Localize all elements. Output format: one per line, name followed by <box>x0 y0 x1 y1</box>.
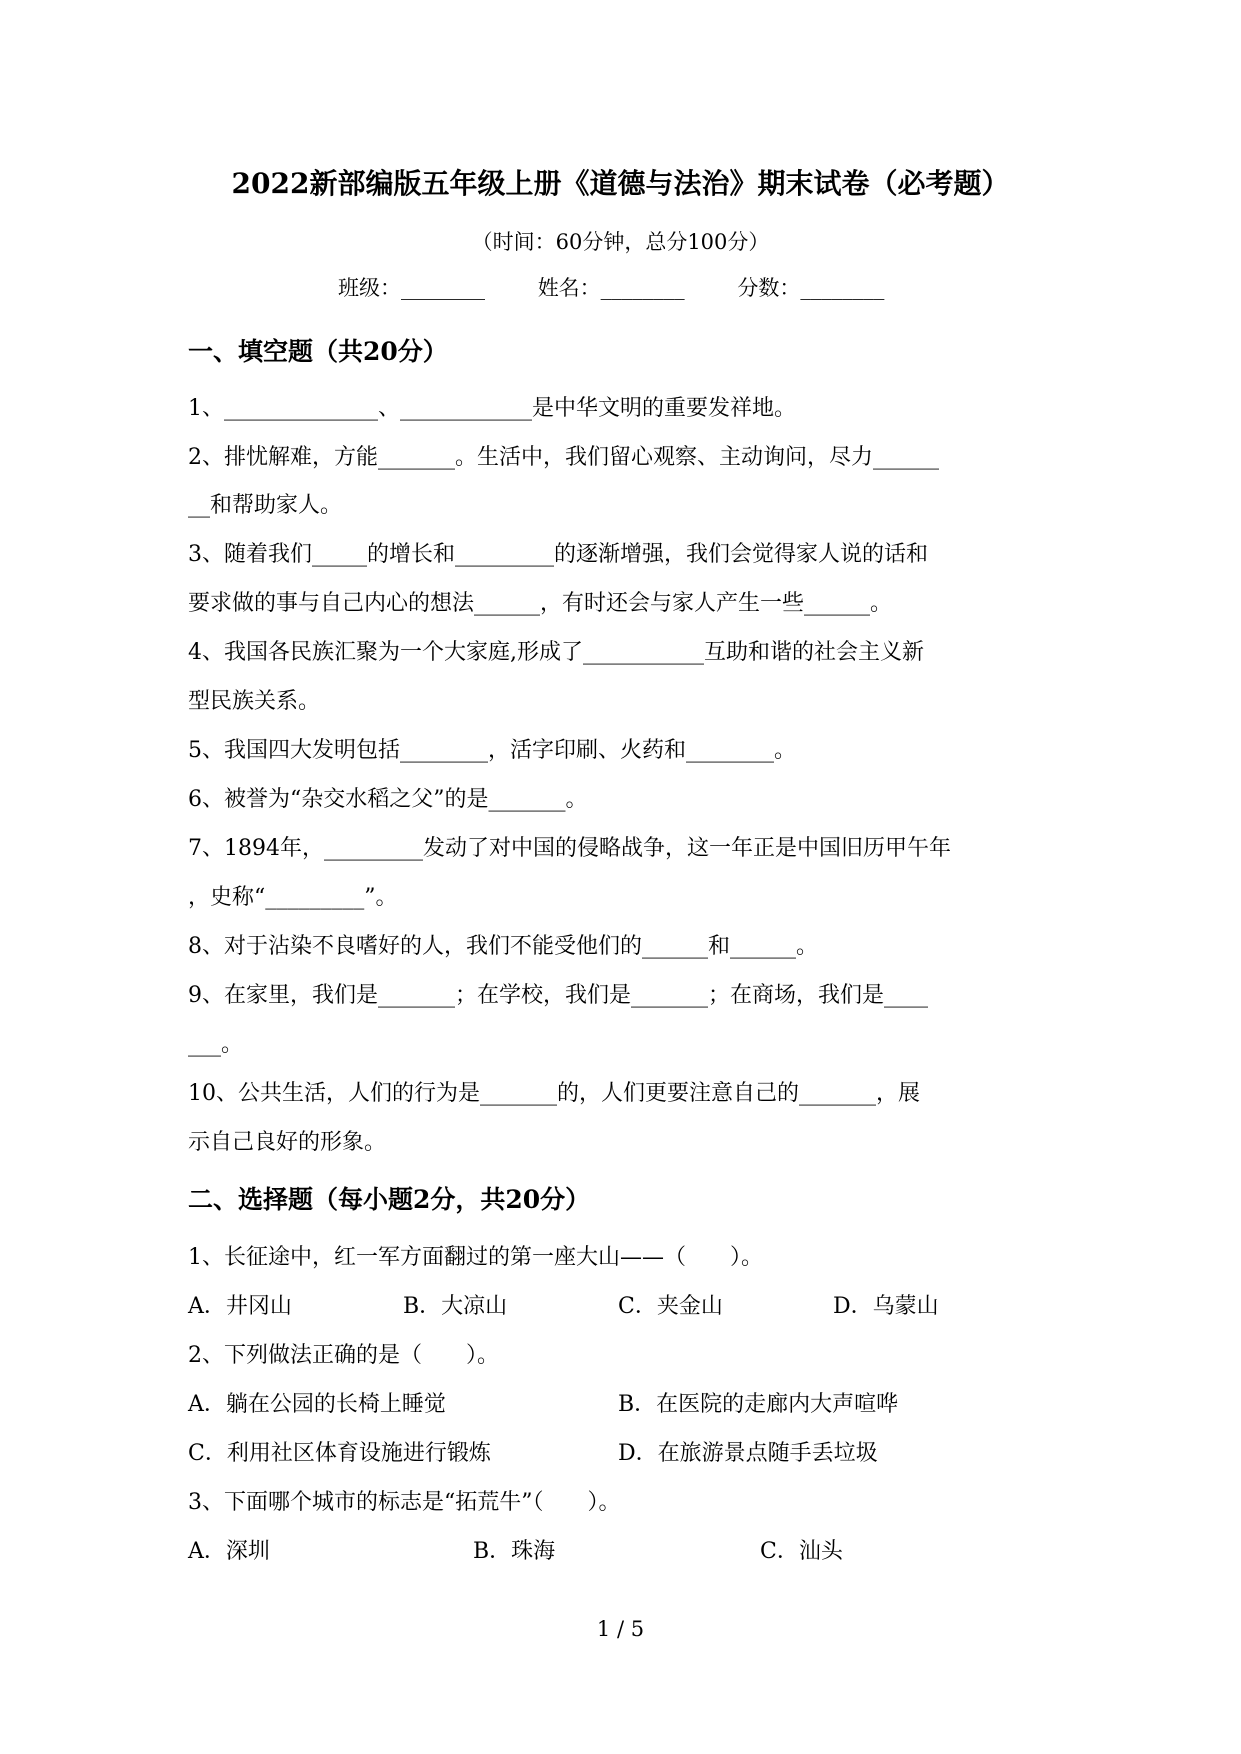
student-info-row <box>338 272 930 302</box>
exam-title: 2022新部编版五年级上册《道德与法治》期末试卷（必考题） <box>231 167 1010 200</box>
exam-subtitle: （时间：60分钟，总分100分） <box>471 230 770 254</box>
question-line: ，史称“_________”。 <box>188 885 398 910</box>
question-line: 1、______________、____________是中华文明的重要发祥地。 <box>188 396 796 421</box>
option-a: A．深圳 <box>188 1539 270 1564</box>
question-stem: 2、下列做法正确的是（ ）。 <box>188 1343 499 1368</box>
option-d: D．乌蒙山 <box>833 1294 939 1319</box>
section-heading-multiple-choice: 二、选择题（每小题2分，共20分） <box>188 1185 591 1214</box>
option-c: C．利用社区体育设施进行锻炼 <box>188 1441 491 1466</box>
question-line: __和帮助家人。 <box>188 493 343 518</box>
option-a: A．躺在公园的长椅上睡觉 <box>188 1392 446 1417</box>
score-field: 分数：________ <box>737 276 885 300</box>
question-line: 2、排忧解难，方能_______。生活中，我们留心观察、主动询问，尽力______ <box>188 445 939 470</box>
question-line: 4、我国各民族汇聚为一个大家庭,形成了___________互助和谐的社会主义新 <box>188 640 924 665</box>
question-line: 要求做的事与自己内心的想法______，有时还会与家人产生一些______。 <box>188 591 893 616</box>
name-field: 姓名：________ <box>537 276 685 300</box>
option-c: C．汕头 <box>760 1539 843 1564</box>
option-b: B．珠海 <box>473 1539 556 1564</box>
option-b: B．在医院的走廊内大声喧哗 <box>618 1392 899 1417</box>
option-b: B．大凉山 <box>403 1294 508 1319</box>
page-number: 1 / 5 <box>596 1617 645 1641</box>
option-a: A．井冈山 <box>188 1294 292 1319</box>
question-line: 9、在家里，我们是_______；在学校，我们是_______；在商场，我们是____ <box>188 983 928 1008</box>
option-c: C．夹金山 <box>618 1294 723 1319</box>
section-heading-fill-blank: 一、填空题（共20分） <box>188 337 448 366</box>
class-field: 班级：________ <box>338 276 485 300</box>
question-line: 10、公共生活，人们的行为是_______的，人们更要注意自己的_______，展 <box>188 1081 920 1106</box>
question-line: 7、1894年，_________发动了对中国的侵略战争，这一年正是中国旧历甲午年 <box>188 836 951 861</box>
option-d: D．在旅游景点随手丢垃圾 <box>618 1441 878 1466</box>
question-stem: 1、长征途中，红一军方面翻过的第一座大山——（ ）。 <box>188 1245 763 1270</box>
question-line: 示自己良好的形象。 <box>188 1130 387 1155</box>
question-line: 8、对于沾染不良嗜好的人，我们不能受他们的______和______。 <box>188 934 818 959</box>
question-line: ___。 <box>188 1032 244 1057</box>
question-line: 6、被誉为“杂交水稻之父”的是_______。 <box>188 787 588 812</box>
question-stem: 3、下面哪个城市的标志是“拓荒牛”（ ）。 <box>188 1490 621 1515</box>
question-line: 5、我国四大发明包括________，活字印刷、火药和________。 <box>188 738 796 763</box>
question-line: 3、随着我们_____的增长和_________的逐渐增强，我们会觉得家人说的话和 <box>188 542 928 567</box>
question-line: 型民族关系。 <box>188 689 321 714</box>
